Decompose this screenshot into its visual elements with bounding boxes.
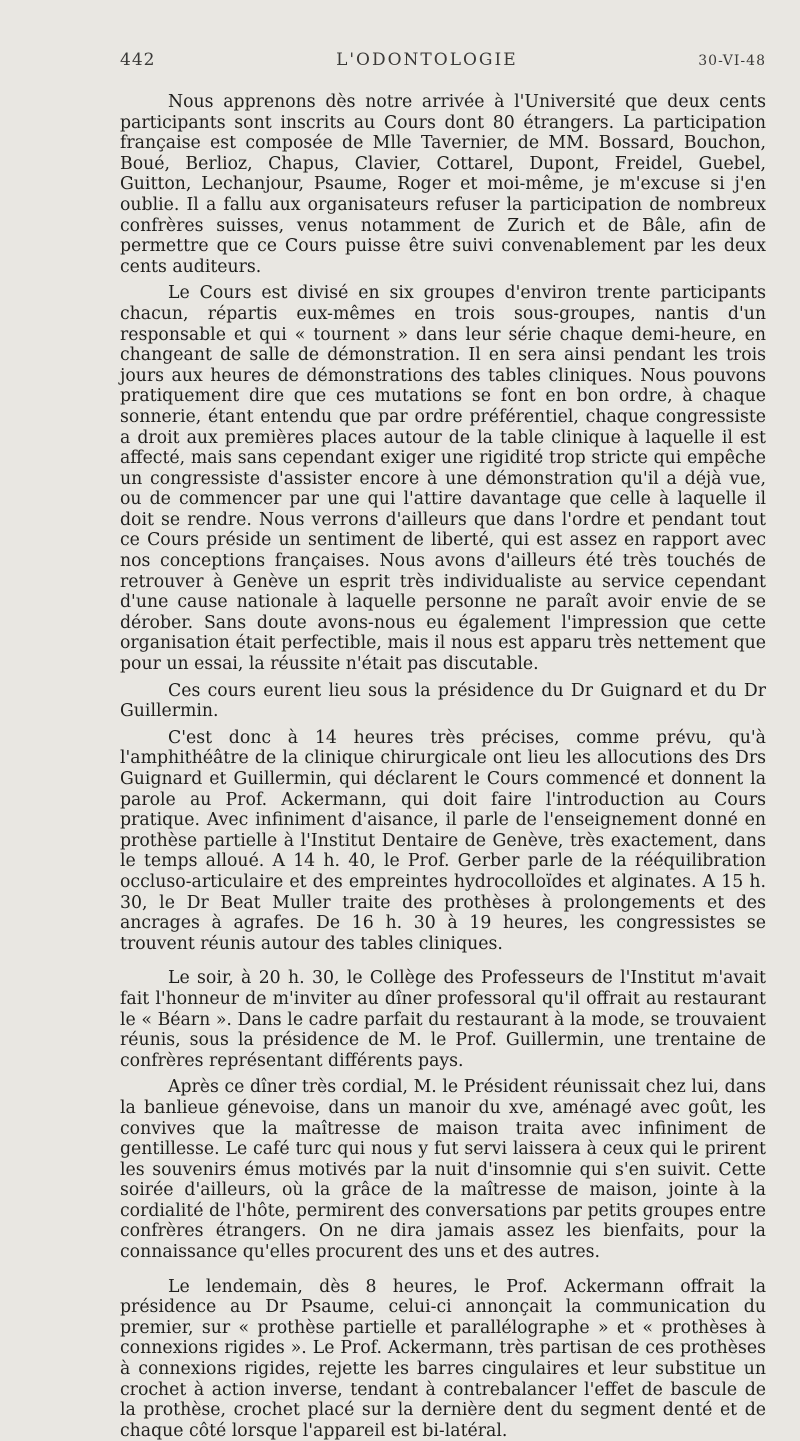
paragraph: Le soir, à 20 h. 30, le Collège des Professeurs de l'Institut m'avait fait l'honneur de m'inviter au dîner professoral qu'il offrait au restaurant le « Béarn ». Dans le cadre parfait du restaurant à la mode, se trouvaient réunis, sous la présidence de M. le Prof. Guillermin, une trentaine de confrères représentant différents pays. [120, 968, 766, 1071]
running-header [120, 50, 766, 70]
article-body [120, 92, 766, 1441]
paragraph: C'est donc à 14 heures très précises, comme prévu, qu'à l'amphithéâtre de la clinique chirurgicale ont lieu les allocutions des Drs Guignard et Guillermin, qui déclarent le Cours commencé et donnent la parole au Prof. Ackermann, qui doit faire l'introduction au Cours pratique. Avec infiniment d'aisance, il parle de l'enseignement donné en prothèse partielle à l'Institut Dentaire de Genève, très exactement, dans le temps alloué. A 14 h. 40, le Prof. Gerber parle de la rééquilibration occluso-articulaire et des empreintes hydrocolloïdes et alginates. A 15 h. 30, le Dr Beat Muller traite des prothèses à prolongements et des ancrages à agrafes. De 16 h. 30 à 19 heures, les congressistes se trouvent réunis autour des tables cliniques. [120, 727, 766, 954]
paragraph: Nous apprenons dès notre arrivée à l'Université que deux cents participants sont inscrits au Cours dont 80 étrangers. La participation française est composée de Mlle Tavernier, de MM. Bossard, Bouchon, Boué, Berlioz, Chapus, Clavier, Cottarel, Dupont, Freidel, Guebel, Guitton, Lechanjour, Psaume, Roger et moi-même, je m'excuse si j'en oublie. Il a fallu aux organisateurs refuser la participation de nombreux confrères suisses, venus notamment de Zurich et de Bâle, afin de permettre que ce Cours puisse être suivi convenablement par les deux cents auditeurs. [120, 92, 766, 277]
journal-title: L'ODONTOLOGIE [336, 50, 518, 70]
paragraph: Le Cours est divisé en six groupes d'environ trente participants chacun, répartis eux-mêmes en trois sous-groupes, nantis d'un responsable et qui « tournent » dans leur série chaque demi-heure, en changeant de salle de démonstration. Il en sera ainsi pendant les trois jours aux heures de démonstrations des tables cliniques. Nous pouvons pratiquement dire que ces mutations se font en bon ordre, à chaque sonnerie, étant entendu que par ordre préférentiel, chaque congressiste a droit aux premières places autour de la table clinique à laquelle il est affecté, mais sans cependant exiger une rigidité trop stricte qui empêche un congressiste d'assister encore à une démonstration qu'il a déjà vue, ou de commencer par une qui l'attire davantage que celle à laquelle il doit se rendre. Nous verrons d'ailleurs que dans l'ordre et pendant tout ce Cours préside un sentiment de liberté, qui est assez en rapport avec nos conceptions françaises. Nous avons d'ailleurs été très touchés de retrouver à Genève un esprit très individualiste au service cependant d'une cause nationale à laquelle personne ne paraît avoir envie de se dérober. Sans doute avons-nous eu également l'impression que cette organisation était perfectible, mais il nous est apparu très nettement que pour un essai, la réussite n'était pas discutable. [120, 283, 766, 675]
paragraph: Le lendemain, dès 8 heures, le Prof. Ackermann offrait la présidence au Dr Psaume, celui-ci annonçait la communication du premier, sur « prothèse partielle et parallélographe » et « prothèses à connexions rigides ». Le Prof. Ackermann, très partisan de ces prothèses à connexions rigides, rejette les barres cingulaires et leur substitue un crochet à action inverse, tendant à contrebalancer l'effet de bascule de la prothèse, crochet placé sur la dernière dent du segment denté et de chaque côté lorsque l'appareil est bi-latéral. [120, 1276, 766, 1441]
paragraph: Ces cours eurent lieu sous la présidence du Dr Guignard et du Dr Guillermin. [120, 680, 766, 722]
paragraph: Après ce dîner très cordial, M. le Président réunissait chez lui, dans la banlieue génevoise, dans un manoir du xve, aménagé avec goût, les convives que la maîtresse de maison traita avec infiniment de gentillesse. Le café turc qui nous y fut servi laissera à ceux qui le prirent les souvenirs émus motivés par la nuit d'insomnie qui s'en suivit. Cette soirée d'ailleurs, où la grâce de la maîtresse de maison, jointe à la cordialité de l'hôte, permirent des conversations par petits groupes entre confrères étrangers. On ne dira jamais assez les bienfaits, pour la connaissance qu'elles procurent des uns et des autres. [120, 1077, 766, 1263]
page-number: 442 [120, 50, 156, 70]
issue-date: 30-VI-48 [698, 53, 766, 69]
